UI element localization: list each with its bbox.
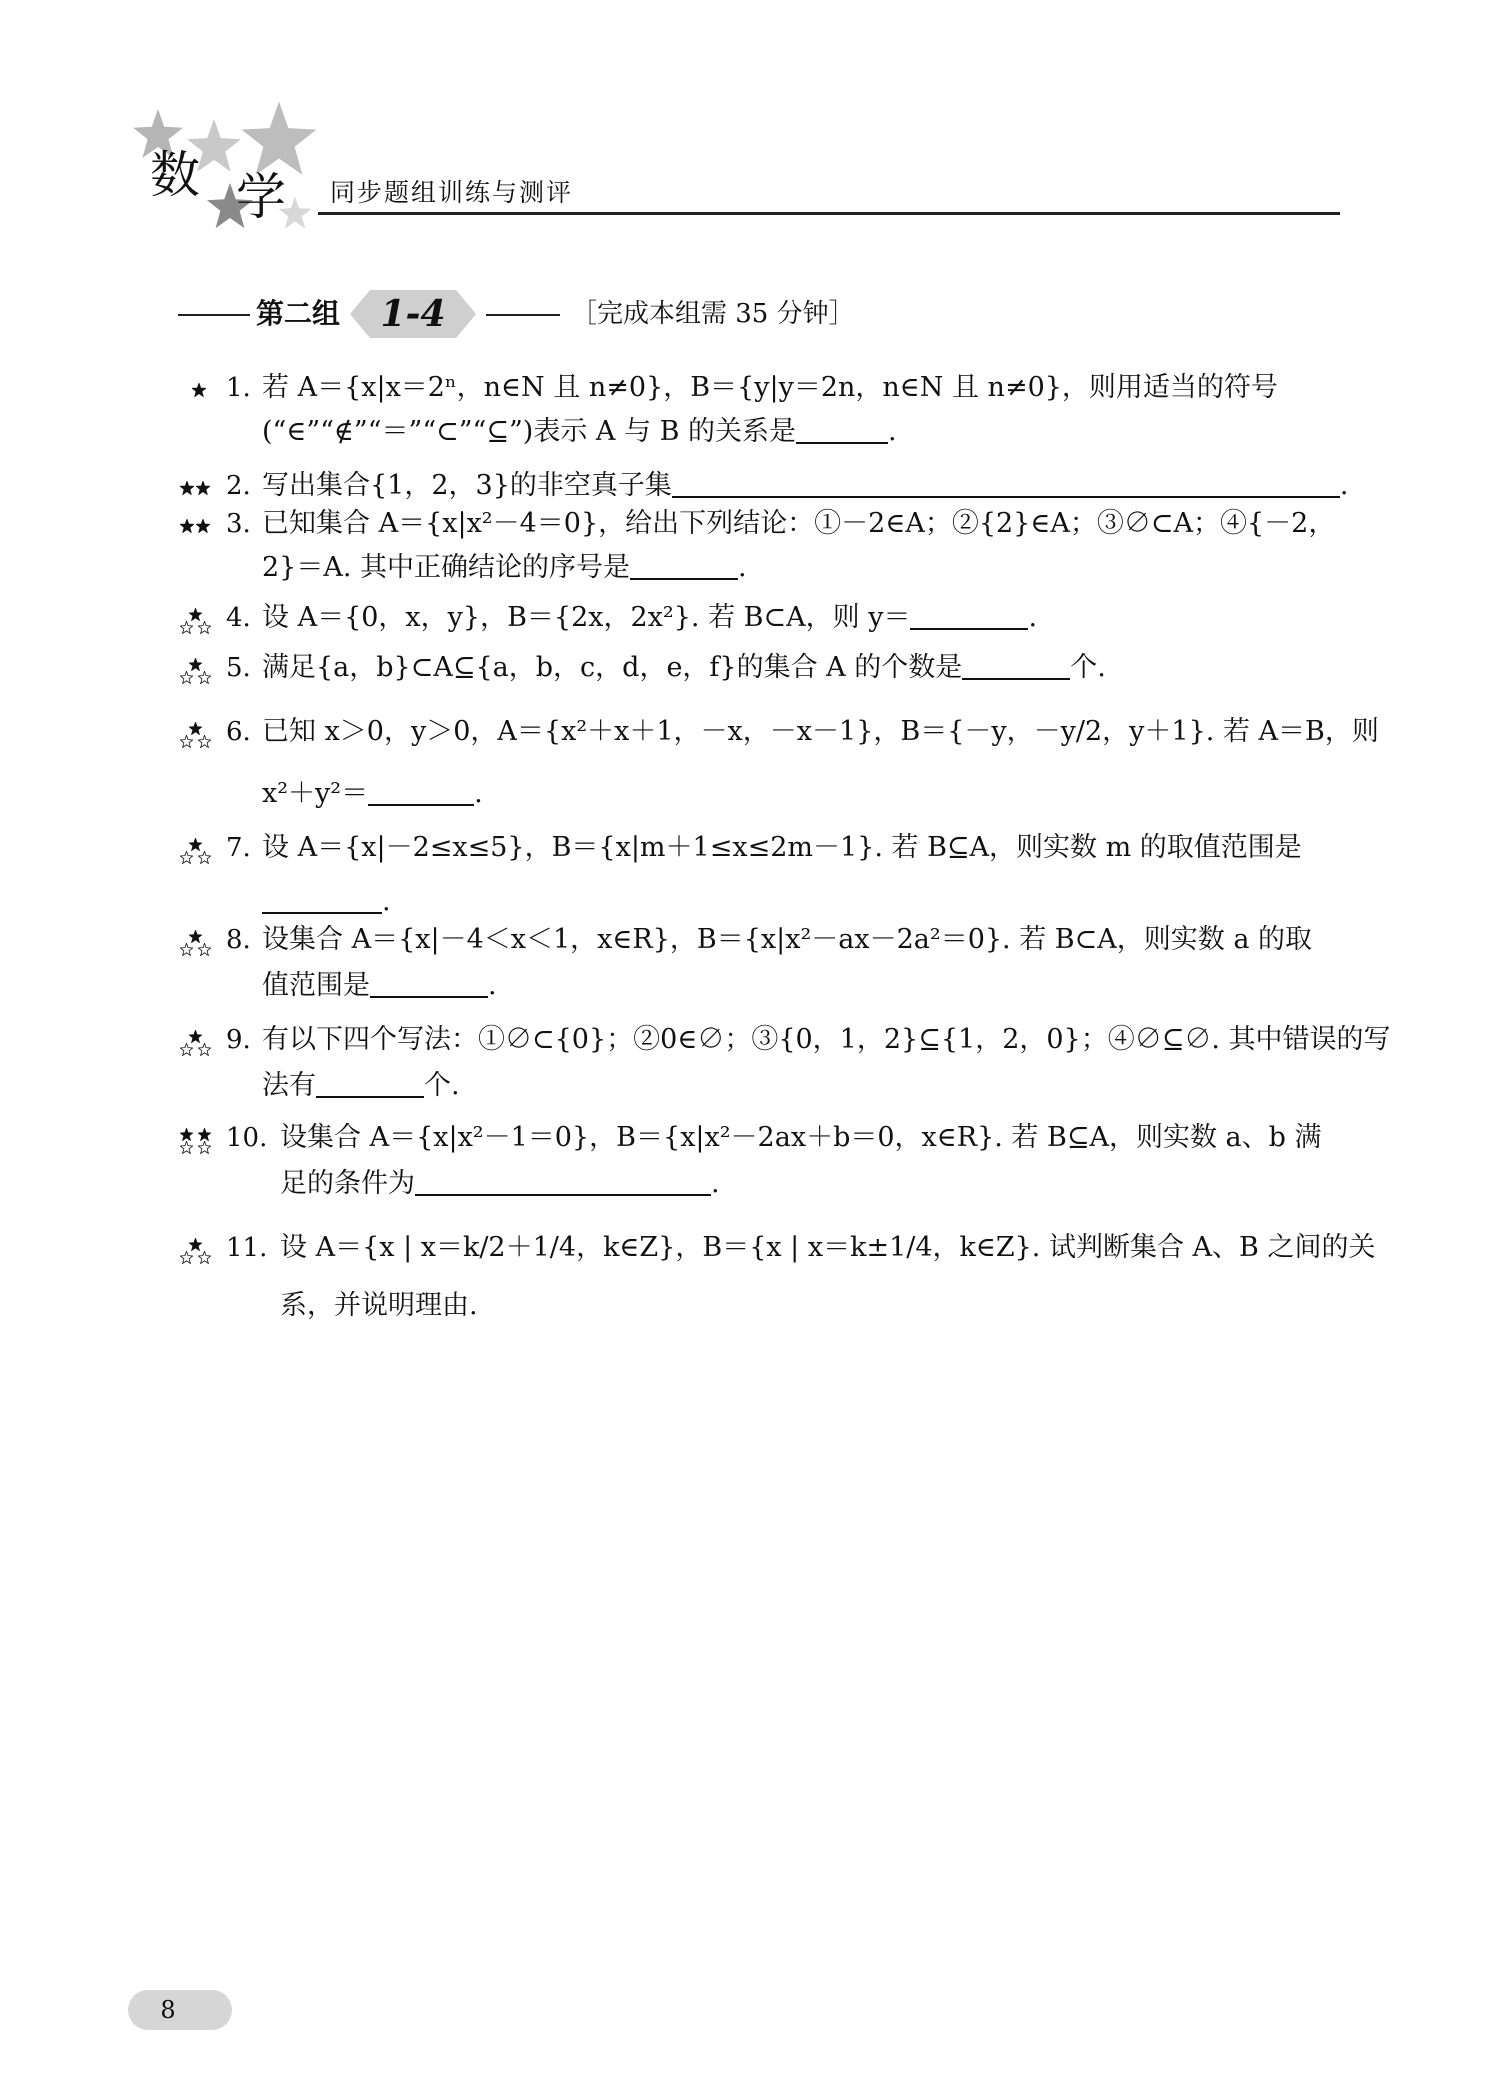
problem-text-line <box>280 1228 1375 1268</box>
problem-text-line <box>280 1118 1322 1158</box>
problem-text: 设 A＝{x | x＝k/2＋1/4，k∈Z}，B＝{x | x＝k±1/4，k∈Z}. 试判断集合 A、B 之间的关 <box>280 1232 1376 1263</box>
period-mark: . <box>1028 602 1038 633</box>
problem-text-line <box>262 412 897 452</box>
problem-text: 法有 <box>262 1070 316 1101</box>
problem-text-tail: 个. <box>1070 652 1106 683</box>
difficulty-stars-icon <box>178 836 222 866</box>
difficulty-stars-icon <box>178 656 222 686</box>
page-header <box>0 0 1496 240</box>
problem-text-line <box>262 920 1312 960</box>
difficulty-stars-icon <box>178 928 222 958</box>
heading-rule-left <box>178 314 250 316</box>
problem-number: 7. <box>226 833 251 863</box>
problem-text: 值范围是 <box>262 970 370 1001</box>
problem-text: 2}＝A. 其中正确结论的序号是 <box>262 552 631 583</box>
problem-text-line <box>262 882 391 922</box>
problem-text: 设 A＝{x|－2≤x≤5}，B＝{x|m＋1≤x≤2m－1}. 若 B⊆A，则实数 m 的取值范围是 <box>262 832 1302 863</box>
book-title: 同步题组训练与测评 <box>330 178 574 207</box>
problem-number: 8. <box>226 925 251 955</box>
problem-text: 写出集合{1，2，3}的非空真子集 <box>262 470 672 501</box>
answer-blank[interactable] <box>910 600 1028 630</box>
answer-blank[interactable] <box>316 1068 424 1098</box>
problem-text-line <box>262 598 1037 638</box>
problem-text: 足的条件为 <box>280 1168 415 1199</box>
period-mark: . <box>711 1168 720 1199</box>
problem-number: 3. <box>226 509 251 539</box>
problem-text-line <box>262 648 1106 688</box>
period-mark: . <box>382 886 391 917</box>
problem-number: 5. <box>226 653 251 683</box>
answer-blank[interactable] <box>630 550 738 580</box>
problem-text-line <box>262 712 1379 752</box>
difficulty-stars-icon <box>178 720 222 750</box>
difficulty-stars-icon <box>178 1126 222 1156</box>
difficulty-stars-icon <box>178 376 222 406</box>
problem-text-line <box>280 1164 720 1204</box>
problem-text: 已知集合 A＝{x|x²－4＝0}，给出下列结论：①－2∈A；②{2}∈A；③∅⊂A；④{－2， <box>262 508 1336 539</box>
difficulty-stars-icon <box>178 1028 222 1058</box>
problem-text: 设集合 A＝{x|－4＜x＜1，x∈R}，B＝{x|x²－ax－2a²＝0}. 若 B⊂A，则实数 a 的取 <box>262 924 1313 955</box>
problem-number: 1. <box>226 373 251 403</box>
problem-text-line <box>262 774 483 814</box>
answer-blank[interactable] <box>796 414 888 444</box>
section-heading <box>178 288 1278 340</box>
header-divider <box>318 212 1340 215</box>
difficulty-stars-icon <box>178 606 222 636</box>
answer-blank[interactable] <box>672 468 1340 498</box>
answer-blank[interactable] <box>962 650 1070 680</box>
problem-text-line <box>262 1066 460 1106</box>
problem-number: 9. <box>226 1025 251 1055</box>
problem-number: 6. <box>226 717 251 747</box>
answer-blank[interactable] <box>262 884 382 914</box>
problem-number: 4. <box>226 603 251 633</box>
difficulty-stars-icon <box>178 1236 222 1266</box>
problem-number: 10. <box>226 1123 268 1153</box>
period-mark: . <box>888 416 897 447</box>
answer-blank[interactable] <box>368 776 474 806</box>
answer-blank[interactable] <box>415 1166 711 1196</box>
problem-text: 设集合 A＝{x|x²－1＝0}，B＝{x|x²－2ax＋b＝0，x∈R}. 若 B⊆A，则实数 a、b 满 <box>280 1122 1322 1153</box>
problem-text-tail: 个. <box>424 1070 460 1101</box>
time-note: ［完成本组需 35 分钟］ <box>571 299 855 329</box>
difficulty-stars-icon <box>178 512 222 542</box>
problem-text-line <box>262 966 497 1006</box>
page-number: 8 <box>160 1996 176 2024</box>
difficulty-stars-icon <box>178 474 222 504</box>
problem-text: 有以下四个写法：①∅⊂{0}；②0∈∅；③{0，1，2}⊆{1，2，0}；④∅⊆∅. 其中错误的写 <box>262 1024 1391 1055</box>
period-mark: . <box>474 778 483 809</box>
page-number-tab <box>128 1990 232 2030</box>
star-decoration-icon <box>240 100 318 178</box>
problem-text: (“∈”“∉”“＝”“⊂”“⊆”)表示 A 与 B 的关系是 <box>262 416 796 447</box>
problem-text-line <box>262 466 1348 506</box>
problem-text: x²＋y²＝ <box>262 778 369 809</box>
section-label: 第二组 <box>256 297 341 330</box>
section-number-badge <box>348 288 478 340</box>
problem-text-line <box>262 828 1302 868</box>
problem-number: 2. <box>226 471 251 501</box>
problem-text: 已知 x＞0，y＞0，A＝{x²＋x＋1，－x，－x－1}，B＝{－y，－y/2，y＋1}. 若 A＝B，则 <box>262 716 1379 747</box>
period-mark: . <box>738 552 747 583</box>
subject-title-char: 数 <box>150 146 200 204</box>
problem-text: 系，并说明理由. <box>280 1290 478 1321</box>
section-number: 1-4 <box>380 293 446 335</box>
problem-text-line <box>262 548 747 588</box>
problem-text: 设 A＝{0，x，y}，B＝{2x，2x²}. 若 B⊂A，则 y＝ <box>262 602 911 633</box>
problem-text-line <box>262 1020 1391 1060</box>
problem-text: 满足{a，b}⊂A⊆{a，b，c，d，e，f}的集合 A 的个数是 <box>262 652 963 683</box>
problem-number: 11. <box>226 1233 268 1263</box>
subject-title-char: 学 <box>236 168 286 226</box>
problem-text-line <box>280 1286 478 1326</box>
period-mark: . <box>1339 470 1349 501</box>
period-mark: . <box>488 970 497 1001</box>
problem-text: 若 A＝{x|x＝2ⁿ，n∈N 且 n≠0}，B＝{y|y＝2n，n∈N 且 n≠0}，则用适当的符号 <box>262 372 1278 403</box>
problem-text-line <box>262 368 1278 408</box>
problem-text-line <box>262 504 1335 544</box>
heading-rule-right <box>486 314 560 316</box>
answer-blank[interactable] <box>370 968 488 998</box>
